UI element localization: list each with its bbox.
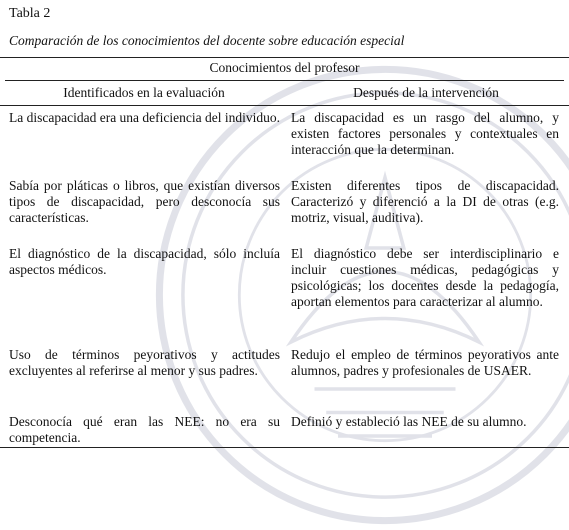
table-cell-before-4: Uso de términos peyorativos y actitudes excluyentes al referirse al menor y sus padres.	[9, 347, 280, 378]
table-title: Comparación de los conocimientos del docente sobre educación especial	[9, 33, 405, 48]
table-cell-before-1: La discapacidad era una deficiencia del individuo.	[9, 110, 281, 125]
table-cell-after-3: El diagnóstico debe ser interdisciplinario e incluir cuestiones médicas, pedagógicas y psicológicas; los docentes desde la pedagogía, aportan elementos para caracterizar al alumno.	[291, 246, 559, 309]
table-number: Tabla 2	[9, 6, 51, 21]
table-cell-after-4: Redujo el empleo de términos peyorativos ante alumnos, padres y profesionales de USAER.	[291, 347, 559, 378]
column-header-before: Identificados en la evaluación	[63, 85, 225, 100]
table-cell-after-5: Definió y estableció las NEE de su alumno.	[291, 414, 527, 429]
table-bottom-rule	[0, 447, 569, 448]
table-top-rule	[0, 57, 569, 58]
group-header-rule	[5, 80, 564, 81]
column-header-after: Después de la intervención	[353, 85, 499, 100]
table-cell-before-3: El diagnóstico de la discapacidad, sólo incluía aspectos médicos.	[9, 246, 280, 277]
table-cell-before-2: Sabía por pláticas o libros, que existían diversos tipos de discapacidad, pero desconocía sus características.	[9, 178, 280, 225]
table-cell-after-2: Existen diferentes tipos de discapacidad. Caracterizó y diferenció a la DI de otras (e.g. motriz, visual, auditiva).	[291, 178, 559, 225]
column-header-rule	[0, 105, 569, 106]
table-cell-after-1: La discapacidad es un rasgo del alumno, y existen factores personales y contextuales en interacción que la determinan.	[291, 110, 559, 157]
table-cell-before-5: Desconocía qué eran las NEE: no era su competencia.	[9, 414, 280, 445]
group-header: Conocimientos del profesor	[209, 60, 360, 75]
